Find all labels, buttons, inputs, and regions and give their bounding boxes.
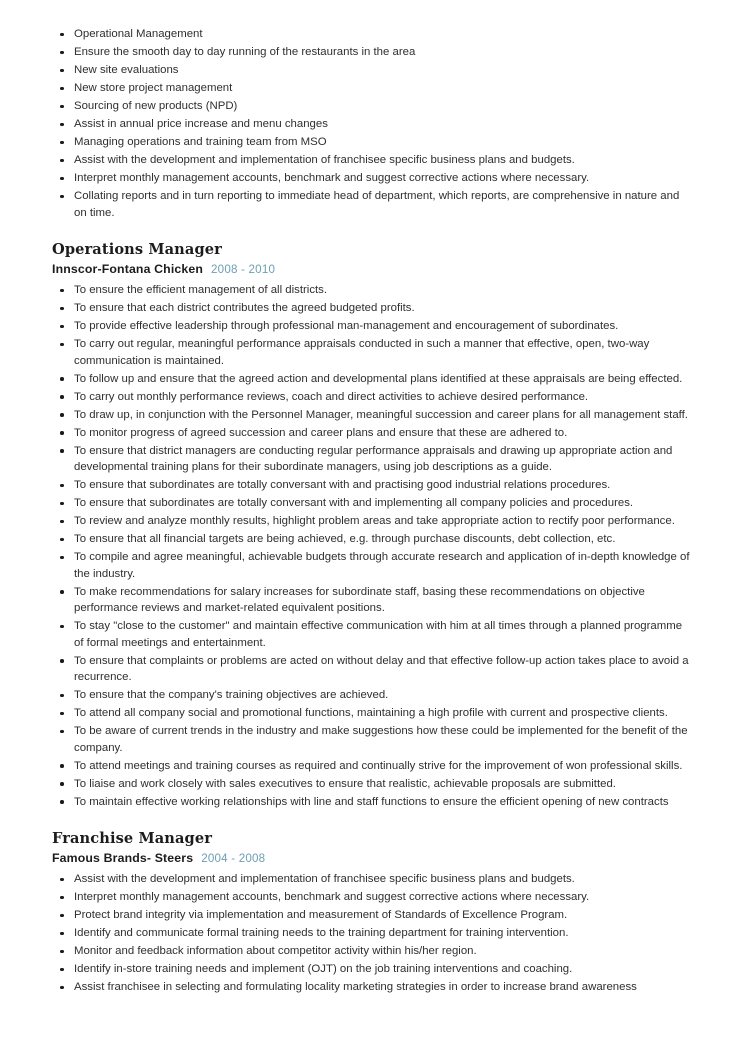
responsibility-bullet: New site evaluations <box>52 62 693 79</box>
responsibility-bullet: To maintain effective working relationships with line and staff functions to ensure the efficient opening of new contracts <box>52 794 693 811</box>
responsibility-bullet: To attend meetings and training courses as required and continually strive for the improvement of won professional skills. <box>52 758 693 775</box>
responsibility-bullet: Protect brand integrity via implementation and measurement of Standards of Excellence Program. <box>52 907 693 924</box>
responsibility-bullet: To review and analyze monthly results, highlight problem areas and take appropriate action to rectify poor performance. <box>52 513 693 530</box>
responsibility-bullet: To liaise and work closely with sales executives to ensure that realistic, achievable proposals are submitted. <box>52 776 693 793</box>
responsibility-bullet: Identify in-store training needs and implement (OJT) on the job training interventions and coaching. <box>52 961 693 978</box>
employment-dates: 2008 - 2010 <box>211 263 276 276</box>
responsibility-bullet: To make recommendations for salary increases for subordinate staff, basing these recommendations on objective performance reviews and market-related equivalent positions. <box>52 584 693 617</box>
responsibility-bullet: To carry out monthly performance reviews, coach and direct activities to achieve desired performance. <box>52 389 693 406</box>
responsibility-bullet: Assist with the development and implementation of franchisee specific business plans and budgets. <box>52 152 693 169</box>
job-responsibilities-list <box>52 871 693 996</box>
job-entry <box>52 240 693 810</box>
responsibility-bullet: Operational Management <box>52 26 693 43</box>
responsibility-bullet: To ensure that the company's training objectives are achieved. <box>52 687 693 704</box>
job-meta <box>52 261 693 278</box>
responsibility-bullet: To provide effective leadership through professional man-management and encouragement of subordinates. <box>52 318 693 335</box>
responsibility-bullet: To ensure that subordinates are totally conversant with and implementing all company policies and procedures. <box>52 495 693 512</box>
responsibility-bullet: New store project management <box>52 80 693 97</box>
responsibility-bullet: Identify and communicate formal training needs to the training department for training intervention. <box>52 925 693 942</box>
responsibility-bullet: To ensure that complaints or problems are acted on without delay and that effective follow-up action takes place to avoid a recurrence. <box>52 653 693 686</box>
responsibility-bullet: To attend all company social and promotional functions, maintaining a high profile with current and prospective clients. <box>52 705 693 722</box>
responsibility-bullet: To draw up, in conjunction with the Personnel Manager, meaningful succession and career plans for all management staff. <box>52 407 693 424</box>
responsibility-bullet: Assist in annual price increase and menu changes <box>52 116 693 133</box>
job-title: Operations Manager <box>52 241 222 258</box>
responsibility-bullet: To be aware of current trends in the industry and make suggestions how these could be implemented for the benefit of the company. <box>52 723 693 756</box>
responsibility-bullet: To compile and agree meaningful, achievable budgets through accurate research and application of in-depth knowledge of the industry. <box>52 549 693 582</box>
responsibility-bullet: To ensure that subordinates are totally conversant with and practising good industrial relations procedures. <box>52 477 693 494</box>
responsibility-bullet: Ensure the smooth day to day running of the restaurants in the area <box>52 44 693 61</box>
job-meta <box>52 850 693 867</box>
responsibility-bullet: To monitor progress of agreed succession and career plans and ensure that these are adhered to. <box>52 425 693 442</box>
responsibility-bullet: To follow up and ensure that the agreed action and developmental plans identified at these appraisals are being effected. <box>52 371 693 388</box>
responsibility-bullet: Sourcing of new products (NPD) <box>52 98 693 115</box>
responsibility-bullet: To ensure that each district contributes the agreed budgeted profits. <box>52 300 693 317</box>
responsibility-bullet: Managing operations and training team from MSO <box>52 134 693 151</box>
responsibility-bullet: Interpret monthly management accounts, benchmark and suggest corrective actions where necessary. <box>52 170 693 187</box>
employment-dates: 2004 - 2008 <box>201 852 266 865</box>
continued-responsibilities-list <box>52 26 693 221</box>
job-entry <box>52 829 693 996</box>
responsibility-bullet: Assist with the development and implementation of franchisee specific business plans and budgets. <box>52 871 693 888</box>
job-title: Franchise Manager <box>52 830 213 847</box>
responsibility-bullet: Assist franchisee in selecting and formulating locality marketing strategies in order to increase brand awareness <box>52 979 693 996</box>
responsibility-bullet: To ensure that district managers are conducting regular performance appraisals and drawing up appropriate action and developmental training plans for their subordinate managers, using job descriptions as a guide. <box>52 443 693 476</box>
company-name: Innscor-Fontana Chicken <box>52 262 204 276</box>
responsibility-bullet: To stay "close to the customer" and maintain effective communication with him at all times through a planned programme of formal meetings and entertainment. <box>52 618 693 651</box>
responsibility-bullet: To carry out regular, meaningful performance appraisals conducted in such a manner that effective, open, two-way communication is maintained. <box>52 336 693 369</box>
job-history <box>52 240 693 996</box>
responsibility-bullet: To ensure that all financial targets are being achieved, e.g. through purchase discounts, debt collection, etc. <box>52 531 693 548</box>
job-responsibilities-list <box>52 282 693 810</box>
responsibility-bullet: Monitor and feedback information about competitor activity within his/her region. <box>52 943 693 960</box>
company-name: Famous Brands- Steers <box>52 851 194 865</box>
responsibility-bullet: To ensure the efficient management of all districts. <box>52 282 693 299</box>
responsibility-bullet: Collating reports and in turn reporting to immediate head of department, which reports, are comprehensive in nature and on time. <box>52 188 693 221</box>
responsibility-bullet: Interpret monthly management accounts, benchmark and suggest corrective actions where necessary. <box>52 889 693 906</box>
